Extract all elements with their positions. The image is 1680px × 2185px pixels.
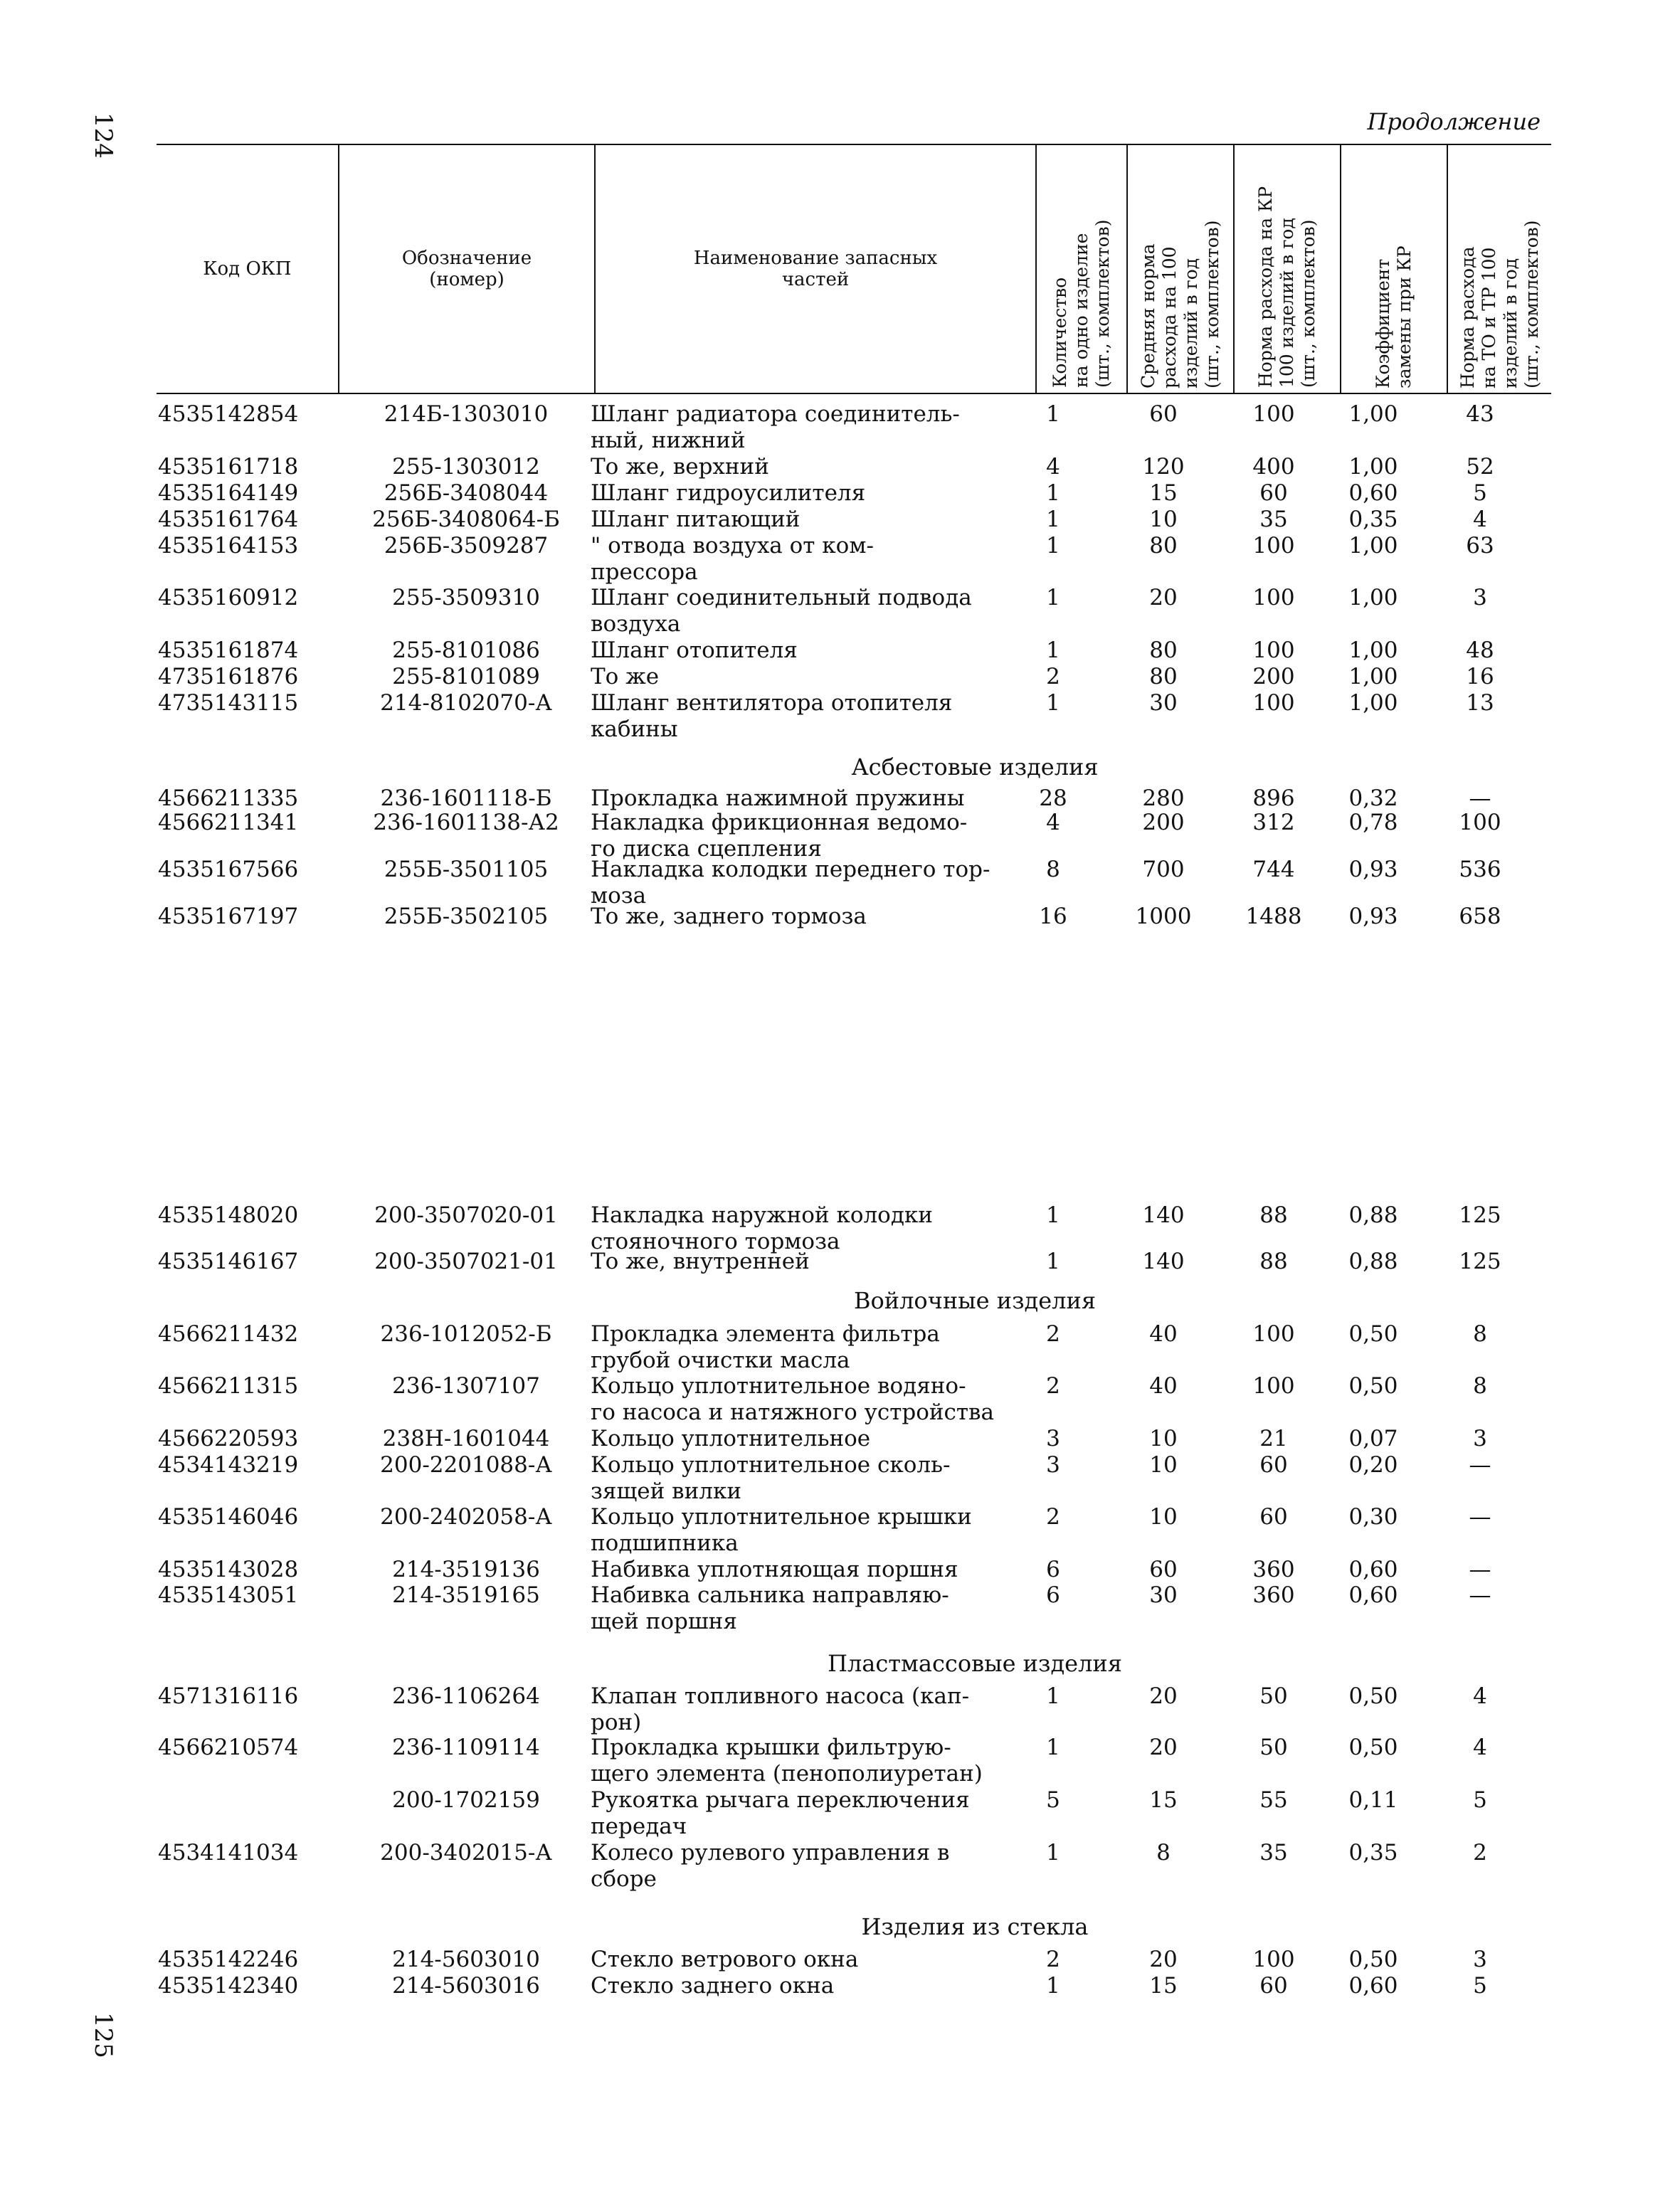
cell-name: Кольцо уплотнительное сколь- зящей вилки (591, 1452, 951, 1504)
cell-avg: 1000 (1135, 904, 1192, 929)
header-avg: Средняя норма расхода на 100 изделий в год (шт., комплектов) (1138, 220, 1222, 388)
cell-avg: 60 (1149, 401, 1178, 427)
cell-coef: 0,50 (1348, 1321, 1398, 1347)
page-number-bottom: 125 (89, 2012, 117, 2058)
cell-kr: 55 (1259, 1787, 1288, 1813)
cell-okp: 4535143051 (158, 1582, 299, 1608)
cell-coef: 0,50 (1348, 1683, 1398, 1709)
header-name: Наименование запасных частей (594, 145, 1035, 393)
cell-okp: 4566211341 (158, 810, 299, 835)
cell-to: 8 (1473, 1373, 1487, 1399)
cell-to: — (1469, 785, 1491, 811)
cell-qty: 5 (1046, 1787, 1060, 1813)
header-designation: Обозначение (номер) (338, 145, 594, 393)
cell-kr: 896 (1252, 785, 1295, 811)
cell-to: 16 (1466, 664, 1494, 689)
cell-des: 214-5603016 (392, 1973, 540, 1999)
cell-okp: 4566211335 (158, 785, 299, 811)
cell-name: Шланг радиатора соединитель- ный, нижний (591, 401, 960, 453)
cell-to: 536 (1459, 857, 1501, 882)
cell-to: 8 (1473, 1321, 1487, 1347)
cell-avg: 40 (1149, 1373, 1178, 1399)
cell-okp: 4535160912 (158, 585, 299, 610)
cell-coef: 0,88 (1348, 1202, 1398, 1228)
cell-to: 4 (1473, 1735, 1487, 1760)
cell-to: 3 (1473, 1947, 1487, 1972)
cell-avg: 140 (1142, 1202, 1185, 1228)
cell-coef: 0,30 (1348, 1504, 1398, 1530)
cell-qty: 2 (1046, 1947, 1060, 1972)
cell-okp: 4535143028 (158, 1557, 299, 1582)
cell-coef: 0,50 (1348, 1947, 1398, 1972)
cell-name: Накладка фрикционная ведомо- го диска сцепления (591, 810, 968, 862)
cell-name: " отвода воздуха от ком- прессора (591, 533, 874, 585)
cell-coef: 0,60 (1348, 480, 1398, 506)
cell-des: 255-1303012 (392, 454, 540, 480)
cell-okp: 4566211432 (158, 1321, 299, 1347)
cell-avg: 10 (1149, 1452, 1178, 1478)
cell-kr: 360 (1252, 1557, 1295, 1582)
cell-kr: 21 (1259, 1426, 1288, 1451)
cell-qty: 6 (1046, 1582, 1060, 1608)
cell-name: Прокладка нажимной пружины (591, 785, 965, 811)
cell-to: 3 (1473, 585, 1487, 610)
cell-qty: 6 (1046, 1557, 1060, 1582)
cell-name: Прокладка крышки фильтрую- щего элемента (пенополиуретан) (591, 1735, 983, 1787)
cell-name: Кольцо уплотнительное крышки подшипника (591, 1504, 972, 1556)
cell-avg: 280 (1142, 785, 1185, 811)
cell-name: Кольцо уплотнительное водяно- го насоса и натяжного устройства (591, 1373, 994, 1425)
cell-okp: 4535142340 (158, 1973, 299, 1999)
cell-qty: 2 (1046, 664, 1060, 689)
cell-name: Набивка уплотняющая поршня (591, 1557, 958, 1582)
header-kr: Норма расхода на КР 100 изделий в год (шт., комплектов) (1255, 186, 1319, 388)
header-to-cell (1447, 145, 1551, 393)
cell-avg: 20 (1149, 1947, 1178, 1972)
cell-des: 255-8101086 (392, 637, 540, 663)
cell-to: 5 (1473, 1973, 1487, 1999)
cell-coef: 1,00 (1348, 454, 1398, 480)
cell-kr: 35 (1259, 507, 1288, 532)
cell-okp: 4535161718 (158, 454, 299, 480)
cell-to: 3 (1473, 1426, 1487, 1451)
cell-okp: 4535167197 (158, 904, 299, 929)
cell-to: 4 (1473, 507, 1487, 532)
cell-qty: 1 (1046, 1683, 1060, 1709)
cell-name: Кольцо уплотнительное (591, 1426, 871, 1451)
cell-name: Шланг отопителя (591, 637, 798, 663)
cell-qty: 1 (1046, 1202, 1060, 1228)
cell-kr: 200 (1252, 664, 1295, 689)
cell-qty: 1 (1046, 533, 1060, 559)
cell-to: — (1469, 1582, 1491, 1608)
cell-qty: 4 (1046, 810, 1060, 835)
cell-okp: 4535164149 (158, 480, 299, 506)
cell-name: Прокладка элемента фильтра грубой очистки масла (591, 1321, 940, 1373)
cell-des: 256Б-3408044 (384, 480, 549, 506)
cell-kr: 60 (1259, 1504, 1288, 1530)
header-to: Норма расхода на ТО и ТР 100 изделий в год (шт., комплектов) (1457, 220, 1542, 388)
cell-qty: 3 (1046, 1426, 1060, 1451)
cell-name: Шланг питающий (591, 507, 801, 532)
cell-coef: 0,20 (1348, 1452, 1398, 1478)
cell-avg: 15 (1149, 1787, 1178, 1813)
cell-des: 200-1702159 (392, 1787, 540, 1813)
cell-avg: 15 (1149, 480, 1178, 506)
cell-kr: 60 (1259, 1973, 1288, 1999)
cell-des: 200-3507021-01 (374, 1249, 558, 1274)
header-coef-cell (1340, 145, 1447, 393)
cell-des: 255Б-3501105 (384, 857, 549, 882)
cell-avg: 20 (1149, 585, 1178, 610)
cell-to: 4 (1473, 1683, 1487, 1709)
cell-okp: 4735161876 (158, 664, 299, 689)
cell-name: Рукоятка рычага переключения передач (591, 1787, 970, 1839)
cell-okp: 4535167566 (158, 857, 299, 882)
cell-des: 214-3519136 (392, 1557, 540, 1582)
cell-kr: 744 (1252, 857, 1295, 882)
cell-coef: 0,60 (1348, 1557, 1398, 1582)
cell-coef: 0,50 (1348, 1735, 1398, 1760)
cell-des: 255-3509310 (392, 585, 540, 610)
cell-kr: 360 (1252, 1582, 1295, 1608)
cell-qty: 1 (1046, 1840, 1060, 1866)
cell-kr: 100 (1252, 585, 1295, 610)
cell-name: Шланг соединительный подвода воздуха (591, 585, 972, 637)
cell-kr: 50 (1259, 1683, 1288, 1709)
cell-avg: 30 (1149, 1582, 1178, 1608)
cell-kr: 100 (1252, 1321, 1295, 1347)
cell-name: Накладка наружной колодки стояночного тормоза (591, 1202, 933, 1254)
cell-qty: 1 (1046, 507, 1060, 532)
cell-coef: 1,00 (1348, 690, 1398, 716)
cell-to: 2 (1473, 1840, 1487, 1866)
cell-okp: 4535146046 (158, 1504, 299, 1530)
cell-des: 236-1012052-Б (380, 1321, 552, 1347)
cell-coef: 1,00 (1348, 637, 1398, 663)
cell-kr: 88 (1259, 1202, 1288, 1228)
cell-name: То же, заднего тормоза (591, 904, 867, 929)
cell-kr: 100 (1252, 1373, 1295, 1399)
cell-kr: 60 (1259, 1452, 1288, 1478)
cell-des: 236-1109114 (392, 1735, 540, 1760)
cell-avg: 120 (1142, 454, 1185, 480)
cell-kr: 60 (1259, 480, 1288, 506)
cell-coef: 0,07 (1348, 1426, 1398, 1451)
cell-avg: 10 (1149, 1426, 1178, 1451)
cell-kr: 50 (1259, 1735, 1288, 1760)
cell-coef: 0,32 (1348, 785, 1398, 811)
header-avg-cell (1126, 145, 1233, 393)
cell-qty: 2 (1046, 1504, 1060, 1530)
cell-to: 125 (1459, 1202, 1501, 1228)
cell-avg: 80 (1149, 637, 1178, 663)
table-header (157, 144, 1551, 394)
cell-okp: 4566220593 (158, 1426, 299, 1451)
cell-to: 43 (1466, 401, 1494, 427)
cell-avg: 140 (1142, 1249, 1185, 1274)
header-okp: Код ОКП (203, 258, 292, 280)
cell-to: 100 (1459, 810, 1501, 835)
cell-kr: 100 (1252, 637, 1295, 663)
cell-des: 236-1601118-Б (380, 785, 552, 811)
cell-des: 238Н-1601044 (382, 1426, 550, 1451)
cell-avg: 30 (1149, 690, 1178, 716)
cell-avg: 10 (1149, 1504, 1178, 1530)
cell-name: Клапан топливного насоса (кап- рон) (591, 1683, 970, 1735)
cell-coef: 0,11 (1348, 1787, 1398, 1813)
cell-qty: 1 (1046, 585, 1060, 610)
cell-okp: 4535161764 (158, 507, 299, 532)
cell-des: 255Б-3502105 (384, 904, 549, 929)
cell-avg: 40 (1149, 1321, 1178, 1347)
cell-qty: 1 (1046, 637, 1060, 663)
cell-qty: 1 (1046, 1973, 1060, 1999)
cell-okp: 4535146167 (158, 1249, 299, 1274)
cell-coef: 1,00 (1348, 401, 1398, 427)
header-coef: Коэффициент замены при КР (1373, 245, 1415, 388)
cell-coef: 0,93 (1348, 857, 1398, 882)
cell-coef: 0,93 (1348, 904, 1398, 929)
cell-kr: 100 (1252, 690, 1295, 716)
cell-qty: 2 (1046, 1321, 1060, 1347)
cell-des: 236-1307107 (392, 1373, 540, 1399)
cell-coef: 0,35 (1348, 1840, 1398, 1866)
cell-coef: 0,50 (1348, 1373, 1398, 1399)
header-kr-cell (1233, 145, 1340, 393)
cell-kr: 1488 (1245, 904, 1302, 929)
cell-okp: 4535148020 (158, 1202, 299, 1228)
cell-name: Колесо рулевого управления в сборе (591, 1840, 950, 1892)
cell-to: 52 (1466, 454, 1494, 480)
cell-kr: 35 (1259, 1840, 1288, 1866)
cell-kr: 100 (1252, 533, 1295, 559)
cell-to: 5 (1473, 480, 1487, 506)
cell-name: Стекло заднего окна (591, 1973, 835, 1999)
cell-avg: 200 (1142, 810, 1185, 835)
cell-des: 256Б-3509287 (384, 533, 549, 559)
cell-qty: 2 (1046, 1373, 1060, 1399)
cell-avg: 10 (1149, 507, 1178, 532)
cell-des: 200-3402015-А (380, 1840, 552, 1866)
cell-qty: 4 (1046, 454, 1060, 480)
cell-to: — (1469, 1504, 1491, 1530)
cell-okp: 4534141034 (158, 1840, 299, 1866)
cell-des: 256Б-3408064-Б (372, 507, 560, 532)
cell-coef: 0,35 (1348, 507, 1398, 532)
cell-okp: 4571316116 (158, 1683, 299, 1709)
cell-avg: 20 (1149, 1735, 1178, 1760)
cell-des: 200-2201088-А (380, 1452, 552, 1478)
cell-name: То же, верхний (591, 454, 769, 480)
cell-okp: 4566211315 (158, 1373, 299, 1399)
cell-okp: 4535164153 (158, 533, 299, 559)
cell-okp: 4735143115 (158, 690, 299, 716)
cell-qty: 1 (1046, 1735, 1060, 1760)
cell-kr: 100 (1252, 401, 1295, 427)
cell-to: — (1469, 1557, 1491, 1582)
cell-coef: 0,88 (1348, 1249, 1398, 1274)
cell-okp: 4566210574 (158, 1735, 299, 1760)
cell-avg: 80 (1149, 664, 1178, 689)
cell-to: 63 (1466, 533, 1494, 559)
cell-to: 48 (1466, 637, 1494, 663)
cell-name: То же, внутренней (591, 1249, 810, 1274)
cell-avg: 20 (1149, 1683, 1178, 1709)
cell-coef: 0,60 (1348, 1973, 1398, 1999)
cell-name: То же (591, 664, 660, 689)
header-qty-cell (1035, 145, 1126, 393)
page-number-top: 124 (89, 112, 117, 159)
cell-avg: 15 (1149, 1973, 1178, 1999)
cell-to: 125 (1459, 1249, 1501, 1274)
cell-qty: 16 (1039, 904, 1067, 929)
cell-okp: 4535142246 (158, 1947, 299, 1972)
header-qty: Количество на одно изделие (шт., комплектов) (1050, 219, 1113, 388)
cell-qty: 3 (1046, 1452, 1060, 1478)
cell-qty: 28 (1039, 785, 1067, 811)
cell-avg: 60 (1149, 1557, 1178, 1582)
cell-coef: 0,60 (1348, 1582, 1398, 1608)
cell-qty: 1 (1046, 480, 1060, 506)
cell-des: 214-3519165 (392, 1582, 540, 1608)
cell-avg: 80 (1149, 533, 1178, 559)
cell-name: Стекло ветрового окна (591, 1947, 859, 1972)
cell-des: 200-3507020-01 (374, 1202, 558, 1228)
cell-to: 5 (1473, 1787, 1487, 1813)
cell-to: 658 (1459, 904, 1501, 929)
cell-coef: 1,00 (1348, 585, 1398, 610)
cell-coef: 0,78 (1348, 810, 1398, 835)
cell-okp: 4535142854 (158, 401, 299, 427)
cell-name: Шланг гидроусилителя (591, 480, 866, 506)
cell-des: 236-1601138-А2 (373, 810, 559, 835)
cell-name: Шланг вентилятора отопителя кабины (591, 690, 953, 742)
cell-avg: 700 (1142, 857, 1185, 882)
cell-des: 200-2402058-А (380, 1504, 552, 1530)
cell-des: 214-8102070-А (380, 690, 552, 716)
cell-name: Накладка колодки переднего тор- моза (591, 857, 990, 909)
cell-coef: 1,00 (1348, 533, 1398, 559)
cell-avg: 8 (1156, 1840, 1171, 1866)
cell-to: 13 (1466, 690, 1494, 716)
continuation-label: Продолжение (1367, 108, 1541, 135)
cell-des: 214Б-1303010 (384, 401, 549, 427)
cell-to: — (1469, 1452, 1491, 1478)
cell-kr: 100 (1252, 1947, 1295, 1972)
cell-des: 214-5603010 (392, 1947, 540, 1972)
cell-name: Набивка сальника направляю- щей поршня (591, 1582, 949, 1634)
cell-qty: 1 (1046, 1249, 1060, 1274)
cell-kr: 400 (1252, 454, 1295, 480)
cell-kr: 88 (1259, 1249, 1288, 1274)
cell-coef: 1,00 (1348, 664, 1398, 689)
cell-okp: 4534143219 (158, 1452, 299, 1478)
cell-qty: 8 (1046, 857, 1060, 882)
cell-okp: 4535161874 (158, 637, 299, 663)
cell-des: 255-8101089 (392, 664, 540, 689)
cell-des: 236-1106264 (392, 1683, 540, 1709)
cell-qty: 1 (1046, 690, 1060, 716)
cell-qty: 1 (1046, 401, 1060, 427)
cell-kr: 312 (1252, 810, 1295, 835)
